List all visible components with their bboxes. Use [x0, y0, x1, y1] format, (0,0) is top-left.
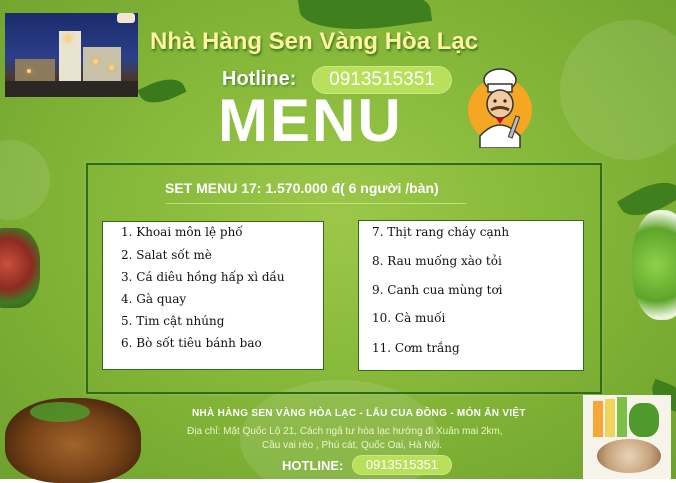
- menu-item: 9. Canh cua mùng tơi: [372, 283, 503, 297]
- menu-item: 1. Khoai môn lệ phố: [121, 225, 243, 239]
- hotline-label: Hotline:: [222, 68, 297, 90]
- menu-item: 7. Thịt rang cháy cạnh: [372, 225, 510, 239]
- menu-title: MENU: [218, 87, 403, 154]
- footer-tagline: NHÀ HÀNG SEN VÀNG HÒA LẠC - LẨU CUA ĐỒNG - MÓN ĂN VIỆT: [192, 408, 526, 419]
- restaurant-logo: [117, 13, 135, 23]
- menu-item: 11. Cơm trắng: [372, 341, 460, 355]
- menu-card-right: [358, 220, 584, 371]
- chef-icon: [466, 66, 534, 148]
- menu-item: 3. Cá diêu hồng hấp xì dầu: [121, 270, 285, 284]
- footer-hotline-number[interactable]: 0913515351: [352, 455, 452, 475]
- decor-circle: [560, 20, 676, 160]
- menu-card-left: [102, 221, 324, 370]
- food-photo-beef-salad: [0, 228, 40, 308]
- menu-item: 10. Cà muối: [372, 311, 446, 325]
- food-photo-garnish: [30, 402, 90, 422]
- address-line-1: Địa chỉ: Mặt Quốc Lộ 21, Cách ngã tư hòa lạc hướng đi Xuân mai 2km,: [187, 426, 503, 437]
- menu-item: 8. Rau muống xào tỏi: [372, 254, 502, 268]
- leaf-decoration: [137, 72, 186, 111]
- menu-item: 4. Gà quay: [121, 292, 187, 306]
- hotline-number[interactable]: 0913515351: [312, 66, 452, 94]
- address-line-2: Cầu vai rèo , Phú cát, Quốc Oai, Hà Nội.: [262, 440, 443, 451]
- divider: [166, 203, 466, 204]
- decor-circle: [0, 140, 50, 220]
- menu-item: 6. Bò sốt tiêu bánh bao: [121, 336, 262, 350]
- set-menu-title: SET MENU 17: 1.570.000 đ( 6 người /bàn): [165, 180, 439, 196]
- menu-item: 2. Salat sốt mè: [121, 248, 212, 262]
- footer-hotline-label: HOTLINE:: [282, 458, 344, 473]
- food-photo-fish-dish: [583, 395, 671, 479]
- restaurant-name: Nhà Hàng Sen Vàng Hòa Lạc: [150, 28, 479, 55]
- restaurant-photo: [5, 13, 138, 97]
- food-photo-vegetables: [632, 210, 676, 320]
- menu-item: 5. Tim cật nhúng: [121, 314, 225, 328]
